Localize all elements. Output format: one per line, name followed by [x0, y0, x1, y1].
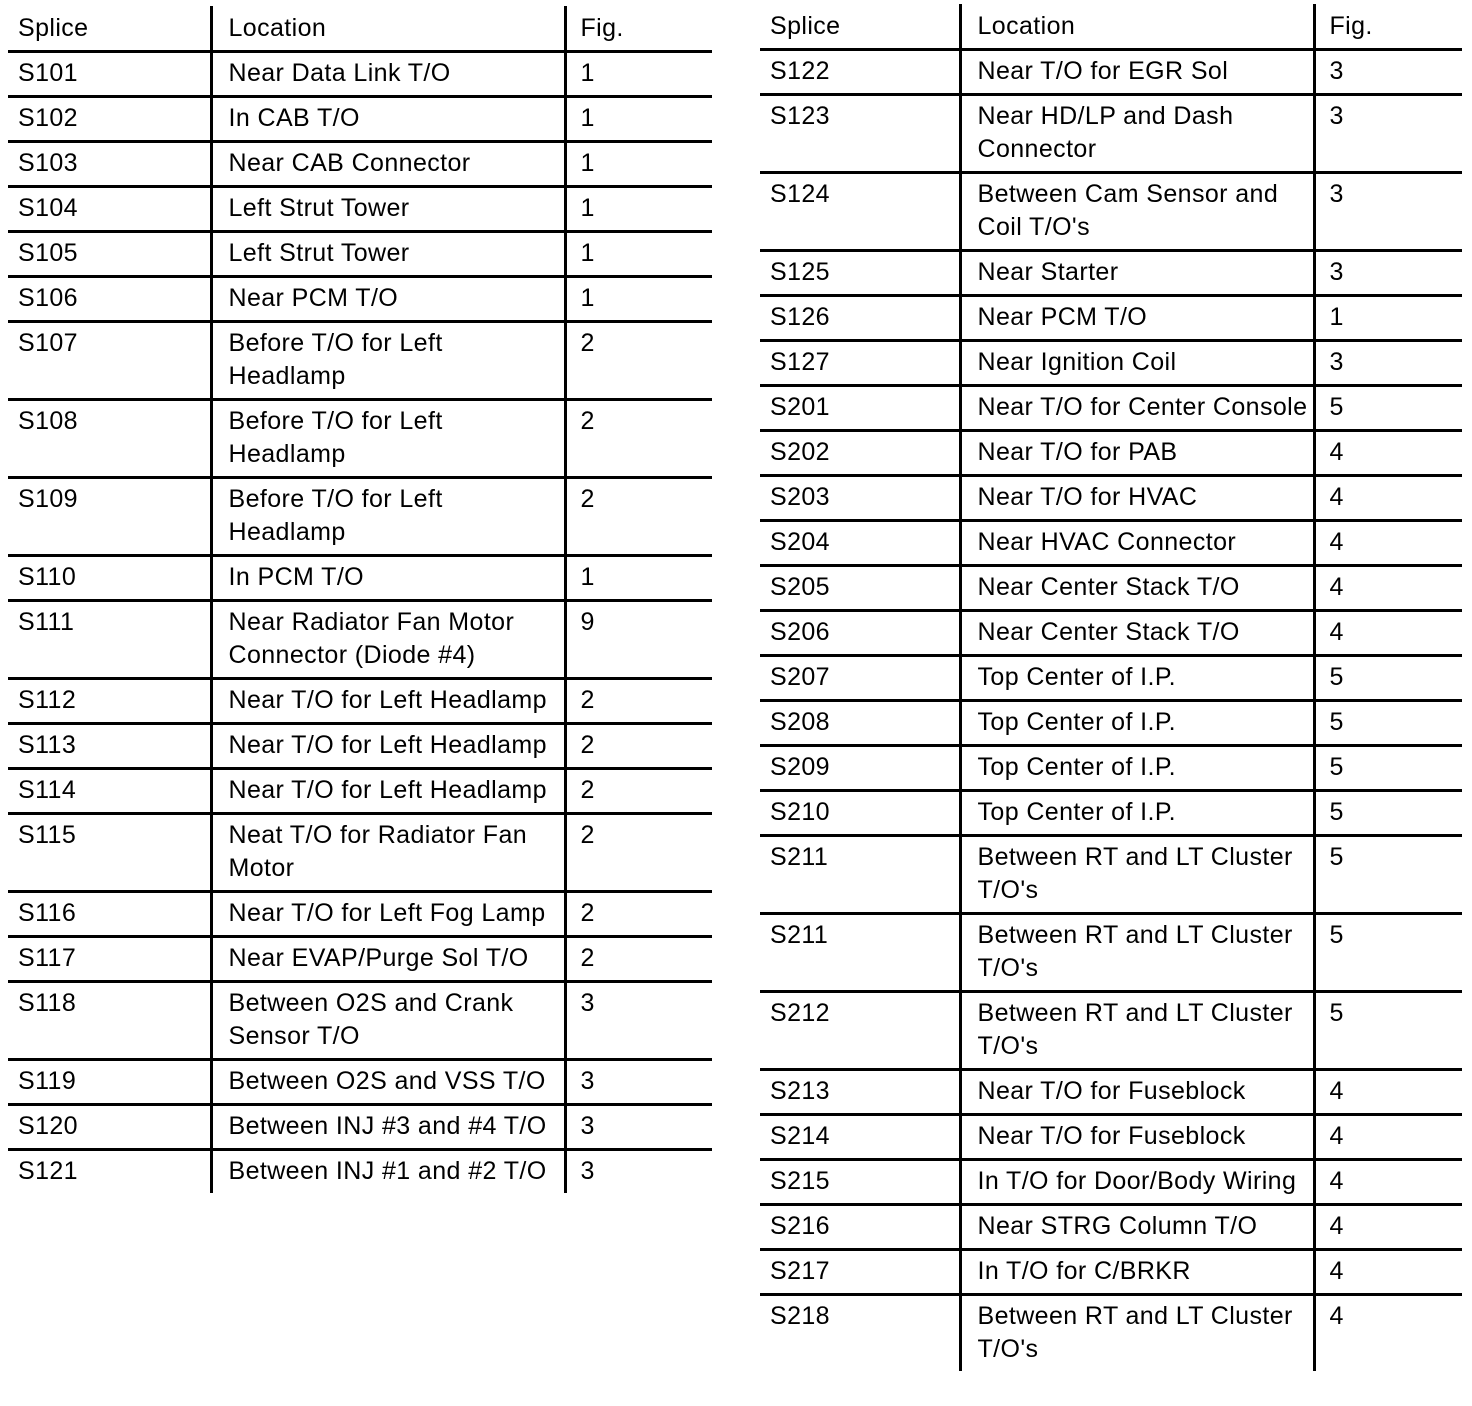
fig-cell: 3: [1314, 251, 1462, 296]
fig-cell: 2: [565, 892, 712, 937]
fig-cell: 4: [1314, 1070, 1462, 1115]
table-row: [760, 1295, 1462, 1372]
location-cell: Before T/O for Left Headlamp: [211, 322, 565, 400]
location-cell: In PCM T/O: [211, 556, 565, 601]
splice-cell: S212: [760, 992, 960, 1070]
fig-cell: 5: [1314, 836, 1462, 914]
table-row: [760, 1250, 1462, 1295]
table-header-row: [760, 4, 1462, 50]
splice-cell: S124: [760, 173, 960, 251]
splice-cell: S102: [8, 97, 211, 142]
splice-cell: S123: [760, 95, 960, 173]
location-cell: Between RT and LT Cluster T/O's: [960, 914, 1314, 992]
splice-cell: S215: [760, 1160, 960, 1205]
table-row: [760, 1070, 1462, 1115]
fig-cell: 5: [1314, 746, 1462, 791]
table-row: [760, 521, 1462, 566]
location-cell: Near EVAP/Purge Sol T/O: [211, 937, 565, 982]
location-cell: Near HD/LP and Dash Connector: [960, 95, 1314, 173]
fig-cell: 4: [1314, 1205, 1462, 1250]
fig-cell: 9: [565, 601, 712, 679]
header-splice: Splice: [8, 6, 211, 52]
location-cell: Between RT and LT Cluster T/O's: [960, 992, 1314, 1070]
location-cell: Near Data Link T/O: [211, 52, 565, 97]
table-row: [760, 611, 1462, 656]
fig-cell: 2: [565, 679, 712, 724]
table-row: [8, 400, 712, 478]
table-row: [760, 791, 1462, 836]
splice-cell: S120: [8, 1105, 211, 1150]
table-row: [8, 679, 712, 724]
fig-cell: 5: [1314, 914, 1462, 992]
table-row: [760, 656, 1462, 701]
fig-cell: 3: [1314, 50, 1462, 95]
fig-cell: 5: [1314, 701, 1462, 746]
splice-cell: S104: [8, 187, 211, 232]
table-row: [8, 322, 712, 400]
table-row: [8, 1060, 712, 1105]
table-row: [8, 52, 712, 97]
location-cell: Near T/O for EGR Sol: [960, 50, 1314, 95]
fig-cell: 1: [565, 556, 712, 601]
location-cell: Near T/O for HVAC: [960, 476, 1314, 521]
table-row: [8, 142, 712, 187]
location-cell: In CAB T/O: [211, 97, 565, 142]
fig-cell: 3: [1314, 341, 1462, 386]
fig-cell: 5: [1314, 386, 1462, 431]
location-cell: Near HVAC Connector: [960, 521, 1314, 566]
splice-cell: S205: [760, 566, 960, 611]
header-location: Location: [960, 4, 1314, 50]
fig-cell: 1: [1314, 296, 1462, 341]
location-cell: Top Center of I.P.: [960, 701, 1314, 746]
splice-cell: S209: [760, 746, 960, 791]
location-cell: Left Strut Tower: [211, 187, 565, 232]
splice-cell: S111: [8, 601, 211, 679]
location-cell: Top Center of I.P.: [960, 791, 1314, 836]
fig-cell: 4: [1314, 1295, 1462, 1372]
splice-cell: S204: [760, 521, 960, 566]
splice-cell: S126: [760, 296, 960, 341]
table-row: [8, 277, 712, 322]
table-row: [760, 701, 1462, 746]
splice-cell: S118: [8, 982, 211, 1060]
splice-cell: S116: [8, 892, 211, 937]
splice-cell: S117: [8, 937, 211, 982]
splice-cell: S208: [760, 701, 960, 746]
header-splice: Splice: [760, 4, 960, 50]
location-cell: Near PCM T/O: [211, 277, 565, 322]
fig-cell: 4: [1314, 1250, 1462, 1295]
location-cell: Neat T/O for Radiator Fan Motor: [211, 814, 565, 892]
location-cell: Near T/O for Fuseblock: [960, 1070, 1314, 1115]
table-row: [760, 1160, 1462, 1205]
header-location: Location: [211, 6, 565, 52]
fig-cell: 4: [1314, 1160, 1462, 1205]
splice-cell: S112: [8, 679, 211, 724]
table-row: [8, 601, 712, 679]
fig-cell: 1: [565, 97, 712, 142]
splice-cell: S211: [760, 836, 960, 914]
splice-cell: S218: [770, 1302, 830, 1330]
table-row: [760, 431, 1462, 476]
location-cell: Left Strut Tower: [211, 232, 565, 277]
table-row: [760, 836, 1462, 914]
location-cell: Near Center Stack T/O: [960, 566, 1314, 611]
splice-cell: S216: [760, 1205, 960, 1250]
table-row: [8, 232, 712, 277]
fig-cell: 2: [565, 814, 712, 892]
location-cell: Near T/O for Fuseblock: [960, 1115, 1314, 1160]
splice-cell: S214: [760, 1115, 960, 1160]
header-fig: Fig.: [1314, 4, 1462, 50]
fig-cell: 2: [565, 769, 712, 814]
fig-cell: 4: [1314, 476, 1462, 521]
table-row: [8, 187, 712, 232]
splice-cell: S210: [760, 791, 960, 836]
splice-cell: S108: [8, 400, 211, 478]
table-row: [8, 769, 712, 814]
splice-table-left: [8, 6, 712, 1193]
table-row: [760, 1205, 1462, 1250]
fig-cell: 3: [565, 1105, 712, 1150]
fig-cell: 3: [565, 1060, 712, 1105]
fig-cell: 1: [565, 187, 712, 232]
fig-cell: 2: [565, 322, 712, 400]
location-cell: Near T/O for Left Headlamp: [211, 679, 565, 724]
splice-cell: S207: [760, 656, 960, 701]
table-row: [760, 50, 1462, 95]
splice-cell: S103: [8, 142, 211, 187]
location-cell: Before T/O for Left Headlamp: [211, 478, 565, 556]
location-cell: Near T/O for Left Fog Lamp: [211, 892, 565, 937]
header-fig: Fig.: [565, 6, 712, 52]
location-cell: Between INJ #3 and #4 T/O: [211, 1105, 565, 1150]
table-row: [8, 1105, 712, 1150]
location-cell: Between RT and LT Cluster T/O's: [960, 1295, 1314, 1372]
splice-cell: S110: [8, 556, 211, 601]
splice-cell: S115: [8, 814, 211, 892]
table-header-row: [8, 6, 712, 52]
table-row: [760, 296, 1462, 341]
location-cell: In T/O for Door/Body Wiring: [960, 1160, 1314, 1205]
table-row: [8, 97, 712, 142]
location-cell: Near CAB Connector: [211, 142, 565, 187]
table-row: [760, 476, 1462, 521]
location-cell: Near STRG Column T/O: [960, 1205, 1314, 1250]
location-cell: Between INJ #1 and #2 T/O: [211, 1150, 565, 1194]
fig-cell: 2: [565, 400, 712, 478]
fig-cell: 4: [1314, 566, 1462, 611]
table-row: [760, 341, 1462, 386]
splice-cell: S201: [760, 386, 960, 431]
splice-cell: S206: [760, 611, 960, 656]
splice-cell: S113: [8, 724, 211, 769]
location-cell: Top Center of I.P.: [960, 656, 1314, 701]
location-cell: Near Center Stack T/O: [960, 611, 1314, 656]
splice-table-right: [760, 4, 1462, 1371]
location-cell: Near PCM T/O: [960, 296, 1314, 341]
location-cell: Between Cam Sensor and Coil T/O's: [960, 173, 1314, 251]
fig-cell: 4: [1314, 611, 1462, 656]
location-cell: Near Starter: [960, 251, 1314, 296]
location-cell: In T/O for C/BRKR: [960, 1250, 1314, 1295]
table-row: [8, 892, 712, 937]
location-cell: Between O2S and VSS T/O: [211, 1060, 565, 1105]
fig-cell: 4: [1314, 431, 1462, 476]
splice-cell: S107: [8, 322, 211, 400]
table-row: [760, 914, 1462, 992]
table-row: [760, 1115, 1462, 1160]
splice-cell: S114: [8, 769, 211, 814]
table-row: [8, 1150, 712, 1194]
splice-cell: S211: [760, 914, 960, 992]
splice-cell: S125: [760, 251, 960, 296]
table-row: [760, 95, 1462, 173]
table-row: [8, 478, 712, 556]
fig-cell: 3: [565, 982, 712, 1060]
splice-cell: S217: [760, 1250, 960, 1295]
location-cell: Near T/O for Left Headlamp: [211, 769, 565, 814]
table-row: [8, 556, 712, 601]
splice-cell: S121: [18, 1157, 78, 1185]
table-row: [760, 173, 1462, 251]
fig-cell: 4: [1314, 521, 1462, 566]
fig-cell: 4: [1314, 1115, 1462, 1160]
table-row: [8, 724, 712, 769]
table-row: [8, 937, 712, 982]
table-row: [760, 386, 1462, 431]
splice-cell: S122: [760, 50, 960, 95]
fig-cell: 2: [565, 724, 712, 769]
fig-cell: 1: [565, 52, 712, 97]
fig-cell: 5: [1314, 791, 1462, 836]
fig-cell: 2: [565, 937, 712, 982]
splice-cell: S213: [760, 1070, 960, 1115]
splice-cell: S101: [8, 52, 211, 97]
location-cell: Near T/O for Center Console: [960, 386, 1314, 431]
location-cell: Near T/O for PAB: [960, 431, 1314, 476]
splice-cell: S203: [760, 476, 960, 521]
splice-cell: S202: [760, 431, 960, 476]
fig-cell: 1: [565, 232, 712, 277]
fig-cell: 3: [1314, 173, 1462, 251]
fig-cell: 3: [565, 1150, 712, 1194]
location-cell: Near T/O for Left Headlamp: [211, 724, 565, 769]
splice-cell: S127: [760, 341, 960, 386]
fig-cell: 1: [565, 142, 712, 187]
table-row: [760, 251, 1462, 296]
fig-cell: 1: [565, 277, 712, 322]
fig-cell: 2: [565, 478, 712, 556]
splice-cell: S105: [8, 232, 211, 277]
location-cell: Near Ignition Coil: [960, 341, 1314, 386]
table-row: [760, 566, 1462, 611]
location-cell: Between RT and LT Cluster T/O's: [960, 836, 1314, 914]
table-row: [760, 746, 1462, 791]
location-cell: Between O2S and Crank Sensor T/O: [211, 982, 565, 1060]
fig-cell: 5: [1314, 656, 1462, 701]
location-cell: Near Radiator Fan Motor Connector (Diode #4): [211, 601, 565, 679]
splice-cell: S106: [8, 277, 211, 322]
fig-cell: 5: [1314, 992, 1462, 1070]
splice-cell: S109: [8, 478, 211, 556]
location-cell: Before T/O for Left Headlamp: [211, 400, 565, 478]
table-row: [8, 982, 712, 1060]
table-row: [760, 992, 1462, 1070]
table-row: [8, 814, 712, 892]
splice-cell: S119: [8, 1060, 211, 1105]
location-cell: Top Center of I.P.: [960, 746, 1314, 791]
fig-cell: 3: [1314, 95, 1462, 173]
